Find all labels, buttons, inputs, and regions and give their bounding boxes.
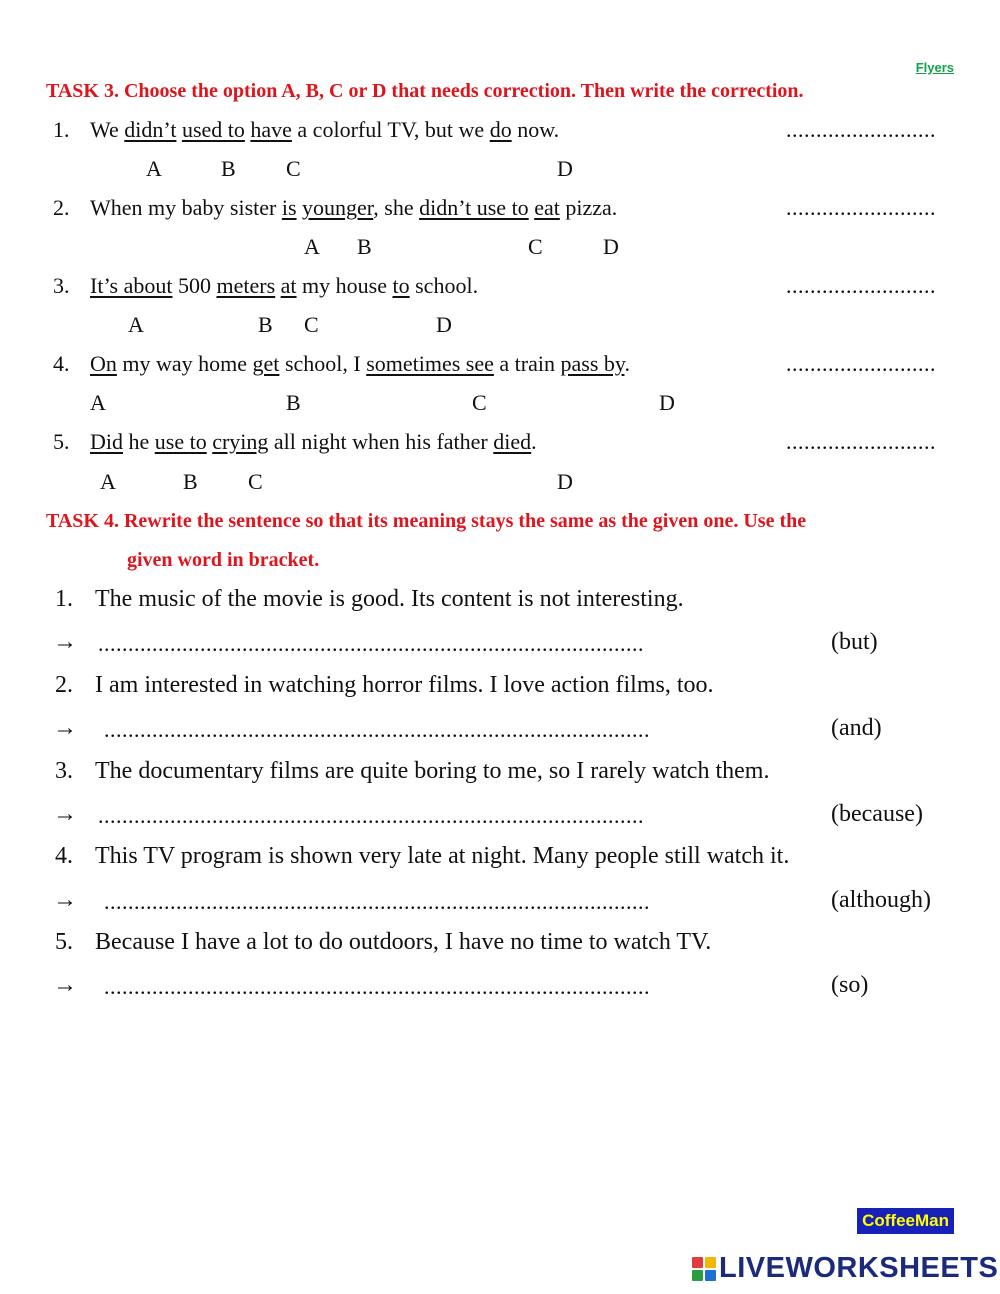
task3-q2-sentence: When my baby sister is younger, she didn’t use to eat pizza. [90, 195, 618, 220]
task4-item2-sentence: I am interested in watching horror films. I love action films, too. [95, 672, 714, 698]
liveworksheets-logo[interactable] [692, 1252, 998, 1285]
task3-q3-option-d: D [436, 312, 452, 337]
task4-item4-sentence: This TV program is shown very late at night. Many people still watch it. [95, 843, 790, 869]
task3-q3-answer[interactable]: ......................... [786, 273, 936, 298]
task3-q3-option-c: C [304, 312, 319, 337]
task4-item3-answer[interactable]: ........................................................................................... [98, 803, 644, 828]
task3-q2-option-b: B [357, 234, 372, 259]
logo-square-green [692, 1270, 703, 1281]
task3-q4-option-b: B [286, 390, 301, 415]
task3-q1-num: 1. [53, 117, 70, 142]
task4-item1-arrow: → [53, 629, 77, 655]
level-label[interactable]: Flyers [915, 60, 954, 75]
task3-q2-option-a: A [304, 234, 320, 259]
task4-item3-sentence: The documentary films are quite boring to me, so I rarely watch them. [95, 758, 770, 784]
task3-title: TASK 3. Choose the option A, B, C or D that needs correction. Then write the correction. [46, 80, 804, 102]
task3-q2-answer[interactable]: ......................... [786, 195, 936, 220]
task3-q3-num: 3. [53, 273, 70, 298]
task4-item2-hint: (and) [831, 715, 882, 741]
task3-q5-num: 5. [53, 429, 70, 454]
task3-q4-sentence: On my way home get school, I sometimes see a train pass by. [90, 351, 630, 376]
task3-q4-num: 4. [53, 351, 70, 376]
task4-item2-arrow: → [53, 715, 77, 741]
task4-item5-sentence: Because I have a lot to do outdoors, I have no time to watch TV. [95, 929, 712, 955]
task3-q1-sentence: We didn’t used to have a colorful TV, but we do now. [90, 117, 560, 142]
task3-q4-option-a: A [90, 390, 106, 415]
task4-item4-answer[interactable]: ........................................................................................... [104, 889, 650, 914]
task4-item3-num: 3. [55, 758, 73, 784]
task4-item1-answer[interactable]: ........................................................................................... [98, 631, 644, 656]
task3-q1-option-c: C [286, 156, 301, 181]
task4-item5-hint: (so) [831, 972, 869, 998]
task4-item5-answer[interactable]: ........................................................................................... [104, 974, 650, 999]
task3-q5-answer[interactable]: ......................... [786, 429, 936, 454]
task4-item1-sentence: The music of the movie is good. Its content is not interesting. [95, 586, 684, 612]
logo-square-red [692, 1257, 703, 1268]
task3-q2-option-c: C [528, 234, 543, 259]
task4-item3-hint: (because) [831, 801, 923, 827]
task3-q3-option-b: B [258, 312, 273, 337]
task3-q1-option-d: D [557, 156, 573, 181]
task3-q5-option-d: D [557, 469, 573, 494]
task3-q1-answer[interactable]: ......................... [786, 117, 936, 142]
task3-q4-answer[interactable]: ......................... [786, 351, 936, 376]
task3-q5-sentence: Did he use to crying all night when his father died. [90, 429, 537, 454]
task4-item3-arrow: → [53, 801, 77, 827]
task3-q3-sentence: It’s about 500 meters at my house to school. [90, 273, 479, 298]
task3-q2-num: 2. [53, 195, 70, 220]
task4-item1-num: 1. [55, 586, 73, 612]
task3-q4-option-c: C [472, 390, 487, 415]
task4-title-line2: given word in bracket. [127, 549, 320, 571]
task4-item2-num: 2. [55, 672, 73, 698]
task3-q5-option-a: A [100, 469, 116, 494]
logo-square-yellow [705, 1257, 716, 1268]
task4-item4-hint: (although) [831, 887, 931, 913]
task4-item4-arrow: → [53, 887, 77, 913]
task4-item1-hint: (but) [831, 629, 878, 655]
liveworksheets-grid-icon [692, 1257, 716, 1281]
task4-item5-num: 5. [55, 929, 73, 955]
task4-item5-arrow: → [53, 972, 77, 998]
task4-item2-answer[interactable]: ........................................................................................... [104, 717, 650, 742]
task3-q4-option-d: D [659, 390, 675, 415]
logo-square-blue [705, 1270, 716, 1281]
task4-item4-num: 4. [55, 843, 73, 869]
task3-q5-option-b: B [183, 469, 198, 494]
task3-q1-option-b: B [221, 156, 236, 181]
task3-q3-option-a: A [128, 312, 144, 337]
task3-q1-option-a: A [146, 156, 162, 181]
task4-title-line1: TASK 4. Rewrite the sentence so that its meaning stays the same as the given one. Use the [46, 510, 807, 532]
task3-q5-option-c: C [248, 469, 263, 494]
task3-q2-option-d: D [603, 234, 619, 259]
liveworksheets-brand: LIVEWORKSHEETS [719, 1252, 999, 1284]
author-badge: CoffeeMan [857, 1208, 954, 1234]
